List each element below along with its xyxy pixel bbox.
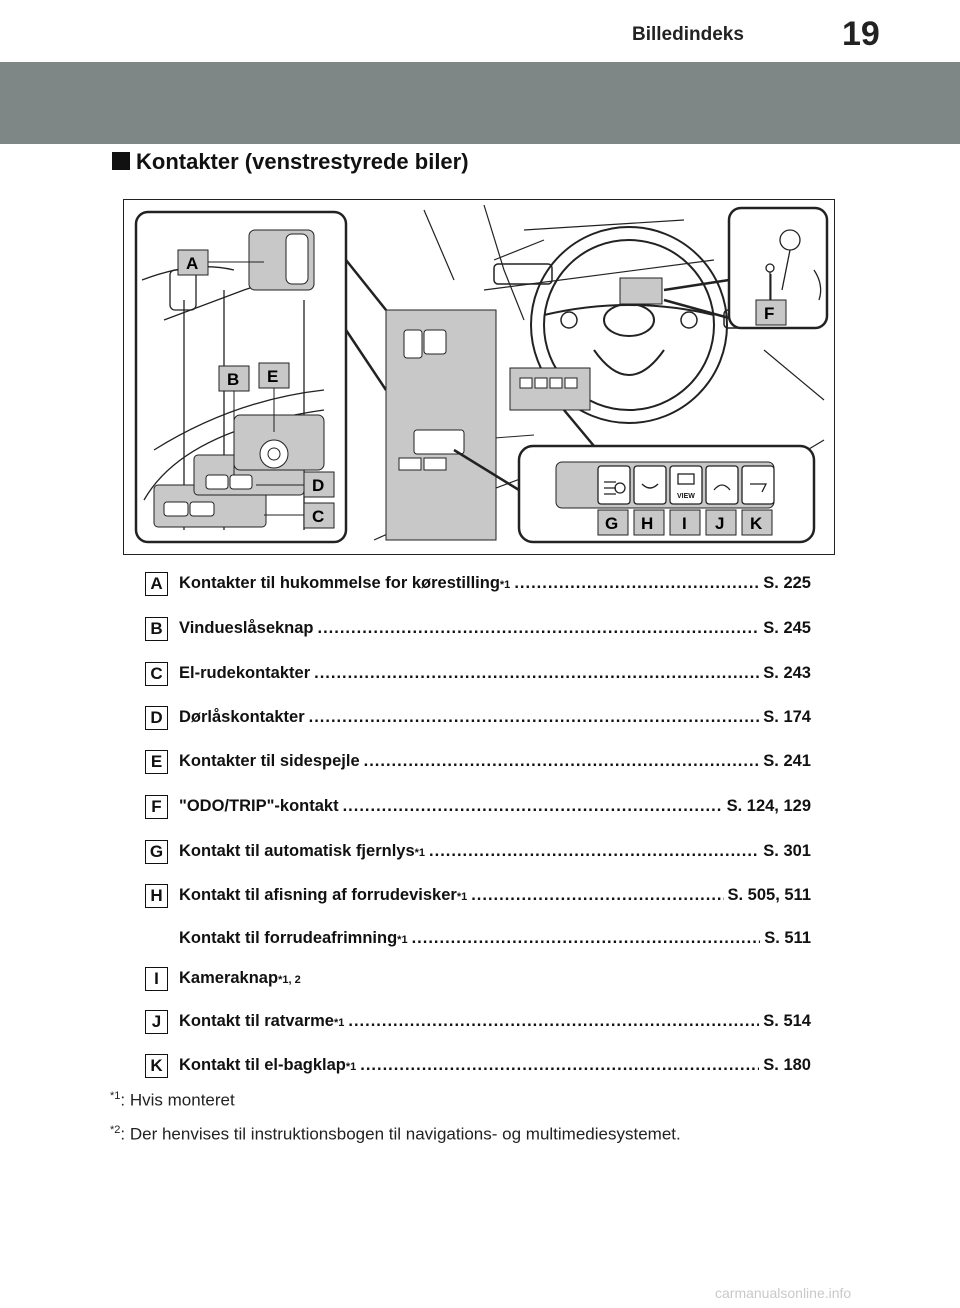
svg-text:B: B [227, 370, 240, 389]
index-entry [145, 615, 813, 645]
entry-page-reference: S. 225 [763, 574, 811, 592]
index-entry: H Kontakt til afisning af forrudevisker *1 ..... S. 505, 511 [145, 882, 813, 912]
entry-page-reference: S. 180 [763, 1056, 811, 1074]
entry-label: Kameraknap [179, 969, 279, 987]
leader-dots [429, 842, 759, 861]
leader-dots [343, 797, 723, 816]
entry-label: Dørlåskontakter [179, 708, 305, 726]
entry-letter-badge: K [145, 1054, 168, 1078]
svg-text:J: J [715, 514, 725, 533]
svg-text:K: K [750, 514, 763, 533]
entry-letter-badge: I [145, 967, 168, 991]
leader-dots [412, 929, 761, 948]
index-entry [145, 704, 813, 734]
entry-letter-badge: B [145, 617, 168, 641]
entry-page-reference: S. 245 [763, 619, 811, 637]
svg-text:E: E [267, 367, 279, 386]
dashboard-illustration [124, 200, 835, 555]
callout-a [178, 250, 208, 275]
section-square-icon [112, 152, 130, 170]
svg-text:C: C [312, 507, 325, 526]
callout-f [756, 300, 786, 325]
section-title: Kontakter (venstrestyrede biler) [112, 149, 469, 175]
index-entry: G Kontakt til automatisk fjernlys *1 ..... S. 301 [145, 838, 813, 868]
index-entry: A Kontakter til hukommelse for kørestilling *1 ..... S. 225 [145, 570, 813, 600]
view-switch-label: VIEW [677, 493, 695, 500]
index-entry: K Kontakt til el-bagklap *1 ..... S. 180 [145, 1052, 813, 1082]
entry-label: Kontakt til el-bagklap [179, 1056, 346, 1074]
callout-d [304, 472, 334, 497]
entry-page-reference: S. 243 [763, 664, 811, 682]
entry-page-reference: S. 124, 129 [726, 797, 811, 815]
leader-dots [514, 574, 759, 593]
svg-text:G: G [605, 514, 619, 533]
entry-letter-badge: C [145, 662, 168, 686]
callout-b [219, 366, 249, 391]
entry-label: Kontakter til hukommelse for kørestilling [179, 574, 500, 592]
leader-dots [318, 619, 760, 638]
entry-label: Kontakt til forrudeafrimning [179, 929, 398, 947]
page-header [0, 0, 960, 60]
svg-text:H: H [641, 514, 654, 533]
callout-g [598, 510, 628, 535]
switch-location-figure [123, 199, 835, 555]
entry-letter-badge: A [145, 572, 168, 596]
callout-c [304, 503, 334, 528]
callout-h [634, 510, 664, 535]
index-entry: I Kameraknap *1, 2 [145, 965, 813, 995]
footnote-2: $^{*2}$: Der henvises til instruktionsbogen til navigations- og multimediesystemet. [110, 1124, 681, 1144]
leader-dots [348, 1012, 759, 1031]
callout-i [670, 510, 700, 535]
entry-label: Kontakt til ratvarme [179, 1012, 334, 1030]
header-title: Billedindeks [632, 24, 744, 45]
svg-text:D: D [312, 476, 325, 495]
index-entry: J Kontakt til ratvarme *1 ..... S. 514 [145, 1008, 813, 1038]
svg-text:F: F [764, 304, 775, 323]
entry-letter-badge: E [145, 750, 168, 774]
callout-e [259, 363, 289, 388]
entry-page-reference: S. 241 [763, 752, 811, 770]
callout-j [706, 510, 736, 535]
entry-label: Kontakter til sidespejle [179, 752, 360, 770]
entry-page-reference: S. 174 [763, 708, 811, 726]
entry-letter-badge: G [145, 840, 168, 864]
entry-label: El-rudekontakter [179, 664, 311, 682]
header-band [0, 62, 960, 144]
entry-page-reference: S. 514 [763, 1012, 811, 1030]
watermark: carmanualsonline.info [715, 1285, 852, 1301]
index-entry: Kontakt til forrudeafrimning *1 ..... S. 511 [145, 925, 813, 955]
entry-letter-badge: H [145, 884, 168, 908]
entry-label: "ODO/TRIP"-kontakt [179, 797, 339, 815]
leader-dots [314, 664, 759, 683]
callout-k [742, 510, 772, 535]
svg-text:I: I [682, 514, 687, 533]
entry-page-reference: S. 505, 511 [727, 886, 811, 904]
entry-label: Vindueslåseknap [179, 619, 314, 637]
index-entry [145, 793, 813, 823]
index-entry [145, 748, 813, 778]
index-entry [145, 660, 813, 690]
page-number: 19 [842, 15, 880, 53]
leader-dots [309, 708, 760, 727]
footnote-1: $^{*1}$: Hvis monteret [110, 1090, 235, 1110]
entry-label: Kontakt til afisning af forrudevisker [179, 886, 457, 904]
entry-letter-badge: D [145, 706, 168, 730]
leader-dots [471, 886, 723, 905]
entry-label: Kontakt til automatisk fjernlys [179, 842, 415, 860]
entry-letter-badge: F [145, 795, 168, 819]
leader-dots [360, 1056, 759, 1075]
entry-letter-badge: J [145, 1010, 168, 1034]
entry-page-reference: S. 301 [763, 842, 811, 860]
leader-dots [364, 752, 760, 771]
entry-page-reference: S. 511 [764, 929, 811, 947]
svg-text:A: A [186, 254, 199, 273]
